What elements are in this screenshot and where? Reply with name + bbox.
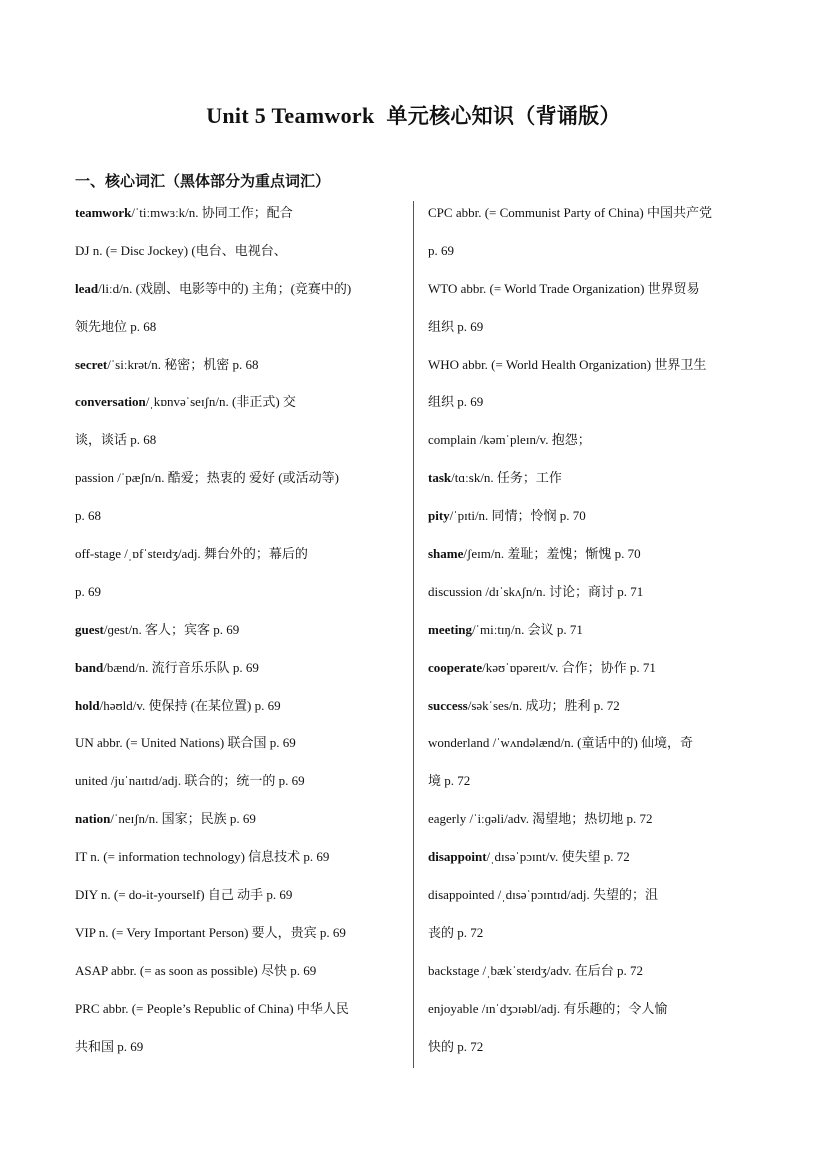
vocab-line [428, 542, 754, 580]
vocab-line [75, 769, 400, 807]
vocab-line [75, 428, 400, 466]
vocab-definition: /ˈtiːmwɜːk/n. 协同工作；配合 [131, 205, 293, 220]
vocab-definition: /ˈmiːtɪŋ/n. 会议 p. 71 [472, 621, 583, 637]
vocab-definition: complain /kəmˈpleɪn/v. 抱怨； [428, 432, 591, 448]
vocab-line [75, 542, 400, 580]
vocab-line [428, 580, 754, 618]
vocab-definition: CPC abbr. (= Communist Party of China) 中国共产党 [428, 205, 712, 220]
vocab-headword: success [428, 697, 468, 713]
vocab-headword: nation [75, 811, 111, 827]
vocab-definition: 丧的 p. 72 [428, 924, 484, 940]
vocab-line [428, 504, 754, 542]
vocab-definition: 快的 p. 72 [428, 1038, 484, 1054]
vocab-line [75, 997, 400, 1035]
vocab-line [75, 466, 400, 504]
vocab-line [75, 618, 400, 656]
vocab-definition: UN abbr. (= United Nations) 联合国 p. 69 [75, 735, 296, 751]
vocab-definition: 境 p. 72 [428, 773, 471, 789]
vocab-line [428, 618, 754, 656]
vocab-line [75, 845, 400, 883]
vocab-line [75, 1035, 400, 1073]
left-vocab-column [75, 201, 400, 1072]
vocab-definition: VIP n. (= Very Important Person) 要人，贵宾 p. 69 [75, 924, 346, 940]
vocab-headword: meeting [428, 621, 473, 637]
vocab-definition: discussion /dɪˈskʌʃn/n. 讨论；商讨 p. 71 [428, 583, 644, 599]
title-cn: 单元核心知识（背诵版） [386, 104, 621, 128]
vocab-headword: band [75, 659, 104, 675]
vocab-definition: /bænd/n. 流行音乐乐队 p. 69 [103, 659, 259, 675]
vocab-line [75, 277, 400, 315]
vocab-definition: /ʃeɪm/n. 羞耻；羞愧；惭愧 p. 70 [463, 546, 641, 562]
vocab-definition: disappointed /ˌdɪsəˈpɔɪntɪd/adj. 失望的；沮 [428, 887, 658, 903]
vocab-definition: /tɑːsk/n. 任务；工作 [451, 470, 562, 486]
column-divider [413, 201, 414, 1068]
vocab-line [428, 656, 754, 694]
vocab-line [75, 353, 400, 391]
vocab-headword: guest [75, 621, 104, 637]
vocab-definition: /ˈneɪʃn/n. 国家；民族 p. 69 [110, 811, 256, 827]
vocab-line [428, 845, 754, 883]
section-heading: 一、核心词汇（黑体部分为重点词汇） [75, 172, 331, 190]
vocab-definition: 谈，谈话 p. 68 [75, 432, 157, 448]
vocab-line [428, 277, 754, 315]
vocab-definition: IT n. (= information technology) 信息技术 p. 69 [75, 849, 330, 865]
vocab-line [428, 807, 754, 845]
vocab-headword: lead [75, 280, 99, 296]
vocab-line [75, 580, 400, 618]
vocab-definition: ASAP abbr. (= as soon as possible) 尽快 p. 69 [75, 962, 317, 978]
vocab-line [75, 201, 400, 239]
vocab-definition: DJ n. (= Disc Jockey) (电台、电视台、 [75, 242, 287, 258]
vocab-line [428, 390, 754, 428]
vocab-line [428, 883, 754, 921]
vocab-definition: /ˈpɪti/n. 同情；怜悯 p. 70 [449, 508, 586, 524]
vocab-line [75, 694, 400, 732]
vocab-line [428, 959, 754, 997]
vocab-definition: /kəʊˈɒpəreɪt/v. 合作；协作 p. 71 [482, 659, 656, 675]
vocab-definition: /ˈsiːkrət/n. 秘密；机密 p. 68 [107, 356, 259, 372]
vocab-definition: WHO abbr. (= World Health Organization) 世界卫生 [428, 356, 707, 372]
vocab-headword: disappoint [428, 849, 487, 865]
vocab-headword: cooperate [428, 659, 483, 675]
vocab-definition: backstage /ˌbækˈsteɪdʒ/adv. 在后台 p. 72 [428, 962, 644, 978]
vocab-line [428, 769, 754, 807]
vocab-line [428, 694, 754, 732]
vocab-headword: pity [428, 508, 450, 524]
vocab-definition: united /juˈnaɪtɪd/adj. 联合的；统一的 p. 69 [75, 773, 305, 789]
vocab-definition: /ˌdɪsəˈpɔɪnt/v. 使失望 p. 72 [486, 849, 630, 865]
vocab-line [75, 921, 400, 959]
vocab-line [75, 504, 400, 542]
vocab-definition: wonderland /ˈwʌndəlænd/n. (童话中的) 仙境，奇 [428, 735, 694, 751]
vocab-line [428, 353, 754, 391]
vocab-line [75, 315, 400, 353]
vocab-headword: teamwork [75, 205, 132, 220]
vocab-line [75, 807, 400, 845]
vocab-headword: shame [428, 546, 464, 562]
title-en: Unit 5 Teamwork [206, 103, 375, 128]
vocab-definition: p. 69 [75, 583, 101, 599]
vocab-definition: WTO abbr. (= World Trade Organization) 世界贸易 [428, 280, 700, 296]
vocab-definition: 共和国 p. 69 [75, 1038, 144, 1054]
vocab-definition: 领先地位 p. 68 [75, 318, 157, 334]
vocab-definition: /həʊld/v. 使保持 (在某位置) p. 69 [99, 697, 281, 713]
vocab-line [428, 997, 754, 1035]
vocab-line [428, 1035, 754, 1073]
vocab-headword: secret [75, 356, 108, 372]
page-title [0, 100, 827, 130]
vocab-line [75, 731, 400, 769]
vocab-line [75, 239, 400, 277]
vocab-definition: 组织 p. 69 [428, 394, 484, 410]
vocab-headword: conversation [75, 394, 146, 410]
vocab-definition: passion /ˈpæʃn/n. 酷爱；热衷的 爱好 (或活动等) [75, 470, 339, 486]
vocab-headword: task [428, 470, 452, 486]
vocab-line [428, 466, 754, 504]
vocab-headword: hold [75, 697, 100, 713]
vocab-line [75, 390, 400, 428]
vocab-line [75, 883, 400, 921]
vocab-definition: p. 68 [75, 508, 101, 524]
vocab-line [75, 656, 400, 694]
vocab-definition: PRC abbr. (= People’s Republic of China) 中华人民 [75, 1000, 349, 1016]
vocab-line [75, 959, 400, 997]
right-vocab-column [428, 201, 754, 1072]
vocab-line [428, 315, 754, 353]
vocab-definition: eagerly /ˈiːɡəli/adv. 渴望地；热切地 p. 72 [428, 811, 653, 827]
vocab-definition: /səkˈses/n. 成功；胜利 p. 72 [467, 697, 620, 713]
vocab-definition: /ɡest/n. 客人；宾客 p. 69 [103, 621, 240, 637]
vocab-line [428, 239, 754, 277]
vocab-definition: enjoyable /ɪnˈdʒɔɪəbl/adj. 有乐趣的；令人愉 [428, 1000, 668, 1016]
vocab-line [428, 731, 754, 769]
vocab-definition: /ˌkɒnvəˈseɪʃn/n. (非正式) 交 [145, 394, 296, 410]
vocab-line [428, 428, 754, 466]
vocab-definition: /liːd/n. (戏剧、电影等中的) 主角；(竞赛中的) [98, 280, 352, 296]
vocab-definition: p. 69 [428, 242, 454, 258]
vocab-line [428, 921, 754, 959]
vocab-definition: DIY n. (= do-it-yourself) 自己 动手 p. 69 [75, 887, 293, 903]
vocab-definition: off-stage /ˌɒfˈsteɪdʒ/adj. 舞台外的；幕后的 [75, 546, 308, 562]
vocab-definition: 组织 p. 69 [428, 318, 484, 334]
vocab-line [428, 201, 754, 239]
